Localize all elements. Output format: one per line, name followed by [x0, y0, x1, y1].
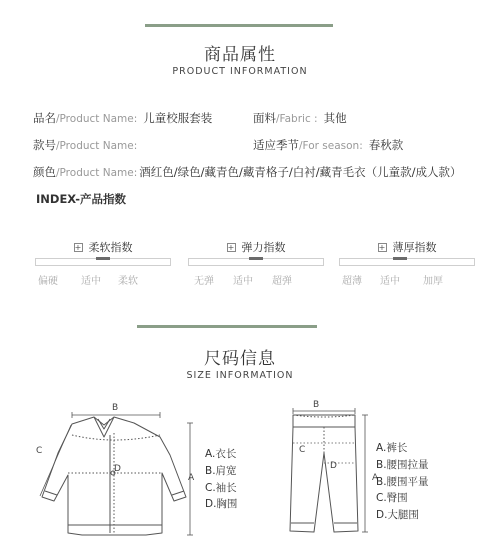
attr-label-cn: 品名 — [33, 111, 56, 125]
pants-legend-item: A.裤长 — [376, 442, 408, 454]
jacket-legend — [205, 446, 237, 513]
index-scale-label: 柔软 — [118, 276, 138, 287]
jacket-marker-D: D — [114, 464, 121, 474]
index-scale-marker — [96, 257, 110, 260]
index-elasticity-title: 弹力指数 — [241, 241, 286, 254]
index-title: INDEX-产品指数 — [36, 192, 127, 206]
index-scale-label: 超弹 — [272, 276, 292, 287]
index-thickness-title: 薄厚指数 — [392, 241, 437, 254]
jacket-legend-item: D.胸围 — [205, 498, 238, 511]
index-scale-marker — [393, 257, 407, 260]
pants-marker-D: D — [330, 461, 337, 471]
jacket-marker-A: A — [188, 473, 195, 483]
attr-fabric — [253, 110, 347, 126]
attr-style-no — [33, 137, 143, 153]
jacket-diagram — [10, 395, 210, 545]
attr-product-name — [33, 110, 212, 126]
plus-icon: + — [227, 243, 235, 252]
attr-label-cn: 适应季节 — [253, 138, 299, 152]
attr-label-cn: 颜色 — [33, 165, 56, 179]
attr-value: 酒红色/绿色/藏青色/藏青格子/白衬/藏青毛衣（儿童款/成人款） — [139, 165, 462, 179]
attr-season — [253, 137, 403, 153]
attr-label-en: /Product Name: — [56, 140, 138, 152]
pants-legend-item: D.大腿围 — [376, 509, 419, 522]
index-scale-label: 偏硬 — [38, 276, 58, 287]
mid-accent-bar — [137, 325, 317, 328]
index-scale-marker — [249, 257, 263, 260]
index-scale-label: 加厚 — [423, 276, 443, 287]
attr-label-cn: 面料 — [253, 111, 276, 125]
index-scale-label: 适中 — [233, 276, 253, 287]
attr-label-cn: 款号 — [33, 138, 56, 152]
plus-icon: + — [74, 243, 82, 252]
pants-marker-C: C — [299, 445, 306, 455]
attr-label-en: /For season: — [299, 140, 363, 152]
index-scale-track — [339, 258, 475, 266]
attr-color — [33, 164, 462, 180]
index-scale-label: 适中 — [81, 276, 101, 287]
jacket-legend-item: C.袖长 — [205, 481, 237, 494]
pants-marker-A: A — [372, 473, 379, 483]
attr-label-en: /Product Name: — [56, 113, 138, 125]
product-section-subtitle: PRODUCT INFORMATION — [172, 66, 308, 77]
attr-label-en: /Product Name: — [56, 167, 138, 179]
size-section-subtitle: SIZE INFORMATION — [186, 370, 294, 381]
index-scale-label: 超薄 — [342, 276, 362, 287]
pants-legend-item: B.腰围平量 — [376, 475, 429, 488]
jacket-marker-C: C — [36, 446, 43, 456]
top-accent-bar — [145, 24, 333, 27]
pants-legend-item: C.臀围 — [376, 492, 408, 505]
product-section-title: 商品属性 — [204, 45, 276, 65]
attr-value: 春秋款 — [368, 138, 404, 152]
jacket-legend-item: B.肩宽 — [205, 464, 237, 477]
index-scale-label: 无弹 — [194, 276, 214, 287]
plus-icon: + — [378, 243, 386, 252]
pants-legend-item: B.腰围拉量 — [376, 458, 429, 471]
jacket-legend-item: A.衣长 — [205, 448, 237, 460]
pants-marker-B: B — [313, 400, 320, 410]
attr-label-en: /Fabric : — [276, 113, 318, 125]
attr-value: 儿童校服套装 — [143, 111, 213, 125]
attr-value: 其他 — [323, 111, 347, 125]
pants-legend — [376, 440, 429, 524]
index-scale-label: 适中 — [380, 276, 400, 287]
size-section-title: 尺码信息 — [204, 349, 276, 369]
index-softness-title: 柔软指数 — [88, 241, 133, 254]
jacket-marker-B: B — [112, 403, 119, 413]
